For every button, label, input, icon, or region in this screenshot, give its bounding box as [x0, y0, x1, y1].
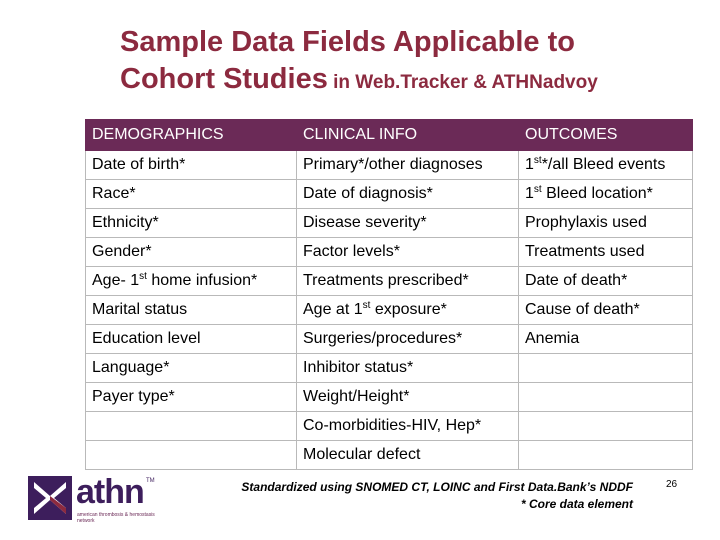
table-row: [86, 180, 693, 209]
cell-clinical-info: Disease severity*: [297, 209, 519, 238]
cell-demographics: Date of birth*: [86, 151, 297, 180]
title-line-2: Cohort Studies: [120, 63, 328, 95]
header-clinical-info: CLINICAL INFO: [297, 120, 519, 151]
cell-clinical-info: Age at 1st exposure*: [297, 296, 519, 325]
table-row: [86, 412, 693, 441]
cell-demographics: Ethnicity*: [86, 209, 297, 238]
header-demographics: DEMOGRAPHICS: [86, 120, 297, 151]
cell-demographics: [86, 412, 297, 441]
cell-demographics: [86, 441, 297, 470]
cell-outcomes: Treatments used: [519, 238, 693, 267]
cell-outcomes: 1st*/all Bleed events: [519, 151, 693, 180]
cell-clinical-info: Surgeries/procedures*: [297, 325, 519, 354]
footnote-core-element: * Core data element: [520, 497, 633, 511]
cell-demographics: Gender*: [86, 238, 297, 267]
cell-outcomes: Date of death*: [519, 267, 693, 296]
cell-demographics: Education level: [86, 325, 297, 354]
cell-outcomes: [519, 383, 693, 412]
cell-outcomes: [519, 354, 693, 383]
footnote-standards: Standardized using SNOMED CT, LOINC and First Data.Bank’s NDDF: [241, 480, 633, 494]
cell-clinical-info: Primary*/other diagnoses: [297, 151, 519, 180]
cell-clinical-info: Weight/Height*: [297, 383, 519, 412]
logo-wordmark: athn: [76, 473, 144, 511]
cell-clinical-info: Date of diagnosis*: [297, 180, 519, 209]
table-row: [86, 296, 693, 325]
athn-x-logo-icon: [28, 476, 72, 520]
cell-clinical-info: Molecular defect: [297, 441, 519, 470]
table-row: [86, 151, 693, 180]
title-subtitle: in Web.Tracker & ATHNadvoy: [327, 72, 598, 93]
cell-clinical-info: Factor levels*: [297, 238, 519, 267]
cell-demographics: Marital status: [86, 296, 297, 325]
cell-demographics: Age- 1st home infusion*: [86, 267, 297, 296]
title-line-1: Sample Data Fields Applicable to: [120, 26, 575, 58]
cell-outcomes: Prophylaxis used: [519, 209, 693, 238]
cell-demographics: Payer type*: [86, 383, 297, 412]
cell-demographics: Race*: [86, 180, 297, 209]
cell-clinical-info: Treatments prescribed*: [297, 267, 519, 296]
table-body: [86, 151, 693, 470]
page-number: 26: [666, 479, 678, 490]
cell-clinical-info: Inhibitor status*: [297, 354, 519, 383]
table-row: [86, 325, 693, 354]
header-outcomes: OUTCOMES: [519, 120, 693, 151]
table-row: [86, 209, 693, 238]
table-row: [86, 383, 693, 412]
table-row: [86, 238, 693, 267]
cell-outcomes: Anemia: [519, 325, 693, 354]
cell-outcomes: [519, 412, 693, 441]
table-header-row: [86, 120, 693, 151]
athn-logo: [28, 473, 158, 528]
slide-title: [120, 24, 700, 101]
logo-trademark: TM: [146, 478, 155, 484]
table-row: [86, 354, 693, 383]
data-fields-table: [85, 119, 693, 470]
cell-outcomes: Cause of death*: [519, 296, 693, 325]
cell-outcomes: 1st Bleed location*: [519, 180, 693, 209]
table-row: [86, 267, 693, 296]
cell-clinical-info: Co-morbidities-HIV, Hep*: [297, 412, 519, 441]
logo-tagline: american thrombosis & hemostasis network: [77, 512, 155, 524]
table-row: [86, 441, 693, 470]
footnote: [178, 479, 633, 513]
cell-outcomes: [519, 441, 693, 470]
cell-demographics: Language*: [86, 354, 297, 383]
